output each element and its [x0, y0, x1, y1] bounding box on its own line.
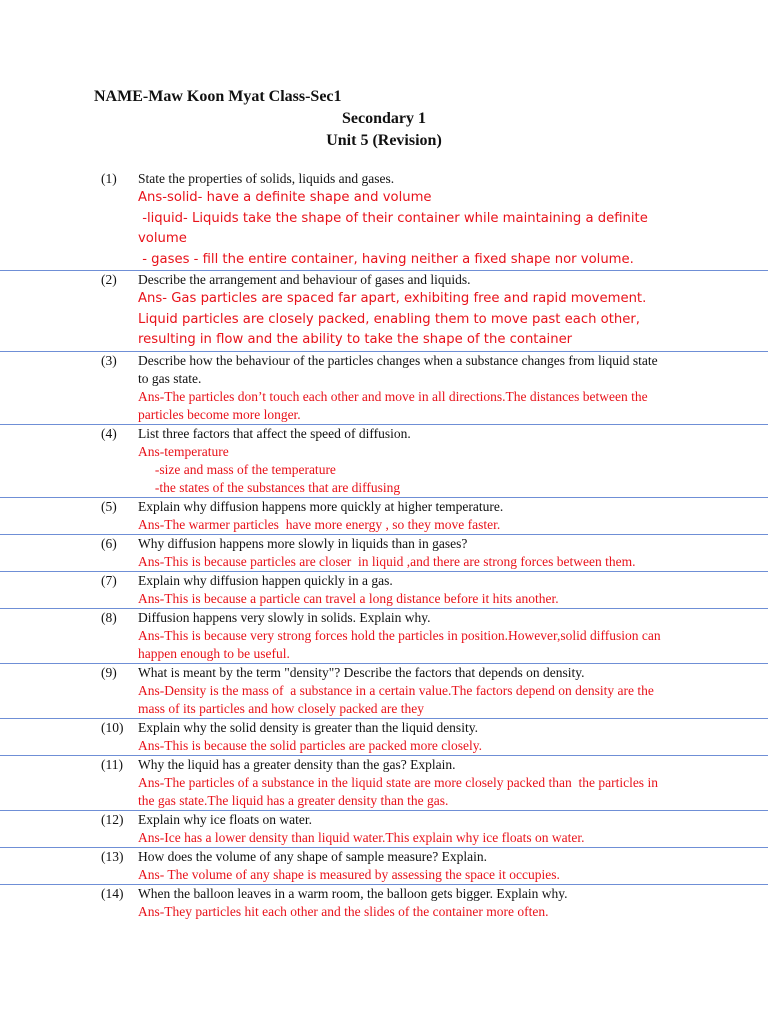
question-item — [0, 719, 768, 755]
level-title: Secondary 1 — [342, 110, 426, 127]
question-item — [0, 885, 768, 921]
answer-text: Ans-The warmer particles have more energy , so they move faster. — [138, 516, 501, 532]
answer-text: Ans-Density is the mass of a substance in a certain value.The factors depend on density are the mass of its particles and how closely packed are they — [138, 682, 658, 716]
question-text: Explain why ice floats on water. — [138, 811, 312, 827]
question-text: Describe the arrangement and behaviour of gases and liquids. — [138, 272, 471, 287]
question-number: (8) — [101, 609, 117, 625]
question-text: Diffusion happens very slowly in solids. Explain why. — [138, 609, 431, 625]
question-number: (2) — [101, 272, 117, 287]
question-item — [0, 848, 768, 884]
answer-text: Ans-The particles of a substance in the liquid state are more closely packed than the particles in the gas state.The liquid has a greater density than the gas. — [138, 774, 662, 808]
question-item — [0, 811, 768, 847]
question-item — [0, 535, 768, 571]
question-item — [0, 664, 768, 718]
question-item — [0, 271, 768, 351]
question-text: Why diffusion happens more slowly in liquids than in gases? — [138, 535, 468, 551]
question-number: (3) — [101, 352, 117, 368]
question-text: Explain why diffusion happen quickly in a gas. — [138, 572, 393, 588]
question-number: (14) — [101, 885, 124, 901]
question-number: (6) — [101, 535, 117, 551]
question-text: Explain why diffusion happens more quickly at higher temperature. — [138, 498, 504, 514]
question-number: (7) — [101, 572, 117, 588]
question-text: State the properties of solids, liquids and gases. — [138, 171, 395, 186]
answer-text: Ans-They particles hit each other and the slides of the container more often. — [138, 903, 549, 919]
question-number: (10) — [101, 719, 124, 735]
answer-text: Ans-solid- have a definite shape and volume -liquid- Liquids take the shape of their container while maintaining a definite volume - gases - fill the entire container, having neither a fixed shape nor volume. — [138, 190, 648, 267]
question-item — [0, 170, 768, 270]
answer-text: Ans-This is because very strong forces hold the particles in position.However,solid diffusion can happen enough to be useful. — [138, 627, 664, 661]
question-text: Describe how the behaviour of the particles changes when a substance changes from liquid state to gas state. — [138, 352, 658, 386]
question-item — [0, 756, 768, 810]
unit-title: Unit 5 (Revision) — [326, 132, 442, 149]
question-text: Why the liquid has a greater density than the gas? Explain. — [138, 756, 456, 772]
question-number: (5) — [101, 498, 117, 514]
question-list — [0, 170, 768, 921]
answer-text: Ans-Ice has a lower density than liquid water.This explain why ice floats on water. — [138, 829, 585, 845]
question-number: (9) — [101, 664, 117, 680]
question-text: How does the volume of any shape of sample measure? Explain. — [138, 848, 488, 864]
answer-text: Ans-This is because a particle can travel a long distance before it hits another. — [138, 590, 559, 606]
question-item — [0, 572, 768, 608]
question-number: (1) — [101, 171, 117, 186]
question-item — [0, 352, 768, 424]
answer-text: Ans- The volume of any shape is measured by assessing the space it occupies. — [138, 866, 560, 882]
answer-text: Ans-This is because particles are closer in liquid ,and there are strong forces between them. — [138, 553, 636, 569]
question-number: (13) — [101, 848, 124, 864]
question-item — [0, 498, 768, 534]
answer-text: Ans-temperature -size and mass of the temperature -the states of the substances that are diffusing — [138, 443, 401, 495]
question-text: Explain why the solid density is greater than the liquid density. — [138, 719, 478, 735]
question-text: What is meant by the term "density"? Describe the factors that depends on density. — [138, 664, 585, 680]
answer-text: Ans-The particles don’t touch each other and move in all directions.The distances between the particles become more longer. — [138, 388, 651, 422]
question-item — [0, 609, 768, 663]
question-number: (4) — [101, 425, 117, 441]
question-text: When the balloon leaves in a warm room, the balloon gets bigger. Explain why. — [138, 885, 568, 901]
question-text: List three factors that affect the speed of diffusion. — [138, 425, 411, 441]
question-number: (12) — [101, 811, 124, 827]
answer-text: Ans- Gas particles are spaced far apart, exhibiting free and rapid movement. Liquid particles are closely packed, enabling them to move past each other, resulting in flow and the ability to take the shape of the container — [138, 291, 651, 347]
answer-text: Ans-This is because the solid particles are packed more closely. — [138, 737, 483, 753]
question-item — [0, 425, 768, 497]
question-number: (11) — [101, 756, 123, 772]
student-name-class: NAME-Maw Koon Myat Class-Sec1 — [94, 88, 342, 105]
